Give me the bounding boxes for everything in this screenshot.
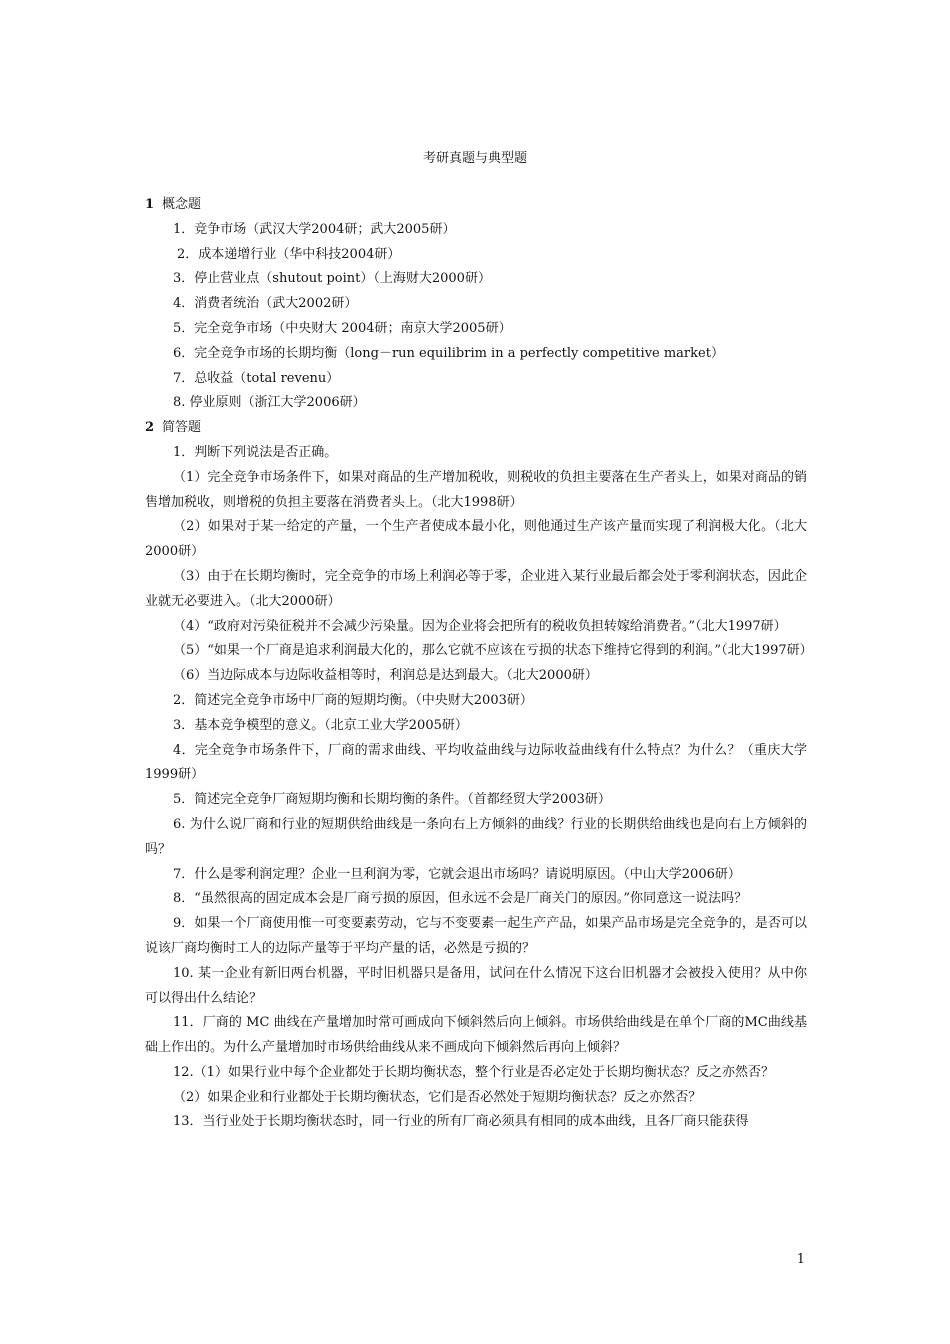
question-item: 7．什么是零利润定理？企业一旦利润为零，它就会退出市场吗？请说明原因。（中山大学2006研） (173, 866, 741, 882)
section-number: 1 (145, 197, 155, 212)
concept-item: 6．完全竞争市场的长期均衡（long－run equilibrim in a perfectly competitive market） (173, 345, 724, 361)
concept-item: 5．完全竞争市场（中央财大 2004研；南京大学2005研） (173, 320, 512, 336)
question-item: 12.（1）如果行业中每个企业都处于长期均衡状态，整个行业是否必定处于长期均衡状态？反之亦然否？ (173, 1064, 774, 1080)
document-body (145, 193, 813, 1135)
page-number: 1 (796, 1252, 805, 1267)
question-item: 5．简述完全竞争厂商短期均衡和长期均衡的条件。（首都经贸大学2003研） (173, 792, 611, 808)
question-subitem: （5）“如果一个厂商是追求利润最大化的，那么它就不应该在亏损的状态下维持它得到的利润。”（北大1997研） (173, 643, 813, 659)
question-item: 6. 为什么说厂商和行业的短期供给曲线是一条向右上方倾斜的曲线？行业的长期供给曲线也是向右上方倾斜的吗？ (145, 816, 807, 857)
question-subitem: （4）“政府对污染征税并不会减少污染量。因为企业将会把所有的税收负担转嫁给消费者。”（北大1997研） (173, 618, 787, 634)
concept-item: 8. 停业原则（浙江大学2006研） (173, 395, 366, 411)
concept-item: 3．停止营业点（shutout point）（上海财大2000研） (173, 271, 491, 287)
concept-item: 4．消费者统治（武大2002研） (173, 296, 358, 312)
page-title: 考研真题与典型题 (422, 151, 527, 166)
section-label: 简答题 (162, 420, 202, 436)
question-item: 13．当行业处于长期均衡状态时，同一行业的所有厂商必须具有相同的成本曲线，且各厂商只能获得 (173, 1114, 749, 1130)
question-subitem: （6）当边际成本与边际收益相等时，利润总是达到最大。（北大2000研） (173, 668, 598, 684)
section-heading-short-answer (145, 416, 807, 441)
question-item: 11．厂商的 MC 曲线在产量增加时常可画成向下倾斜然后向上倾斜。市场供给曲线是在单个厂商的MC曲线基础上作出的。为什么产量增加时市场供给曲线从来不画成向下倾斜然后再向上倾斜？ (145, 1015, 807, 1056)
question-subitem: （2）如果对于某一给定的产量，一个生产者使成本最小化，则他通过生产该产量而实现了利润极大化。（北大2000研） (145, 519, 807, 560)
question-item: 10. 某一企业有新旧两台机器，平时旧机器只是备用，试问在什么情况下这台旧机器才会被投入使用？从中你可以得出什么结论？ (145, 965, 807, 1006)
question-subitem: （1）完全竞争市场条件下，如果对商品的生产增加税收，则税收的负担主要落在生产者头上，如果对商品的销售增加税收，则增税的负担主要落在消费者头上。（北大1998研） (145, 469, 807, 510)
question-item: 9．如果一个厂商使用惟一可变要素劳动，它与不变要素一起生产产品，如果产品市场是完全竞争的，是否可以说该厂商均衡时工人的边际产量等于平均产量的话，必然是亏损的？ (145, 916, 807, 956)
concept-item: 1．竞争市场（武汉大学2004研；武大2005研） (173, 221, 456, 237)
concept-item: 2．成本递增行业（华中科技2004研） (177, 246, 401, 262)
section-heading-concepts (145, 193, 807, 218)
question-subitem: （2）如果企业和行业都处于长期均衡状态，它们是否必然处于短期均衡状态？反之亦然否？ (173, 1089, 702, 1105)
section-number: 2 (145, 420, 155, 436)
concept-item: 7．总收益（total revenu） (173, 370, 340, 386)
question-subitem: （3）由于在长期均衡时，完全竞争的市场上利润必等于零，企业进入某行业最后都会处于零利润状态，因此企业就无必要进入。（北大2000研） (145, 568, 807, 609)
question-item: 3．基本竞争模型的意义。（北京工业大学2005研） (173, 717, 468, 733)
section-label: 概念题 (162, 197, 202, 212)
question-item: 8．“虽然很高的固定成本会是厂商亏损的原因，但永远不会是厂商关门的原因。”你同意这一说法吗？ (173, 891, 748, 907)
question-item: 2．简述完全竞争市场中厂商的短期均衡。（中央财大2003研） (173, 692, 533, 708)
question-item: 1．判断下列说法是否正确。 (173, 444, 338, 460)
question-item: 4．完全竞争市场条件下，厂商的需求曲线、平均收益曲线与边际收益曲线有什么特点？为什么？（重庆大学1999研） (145, 742, 807, 783)
